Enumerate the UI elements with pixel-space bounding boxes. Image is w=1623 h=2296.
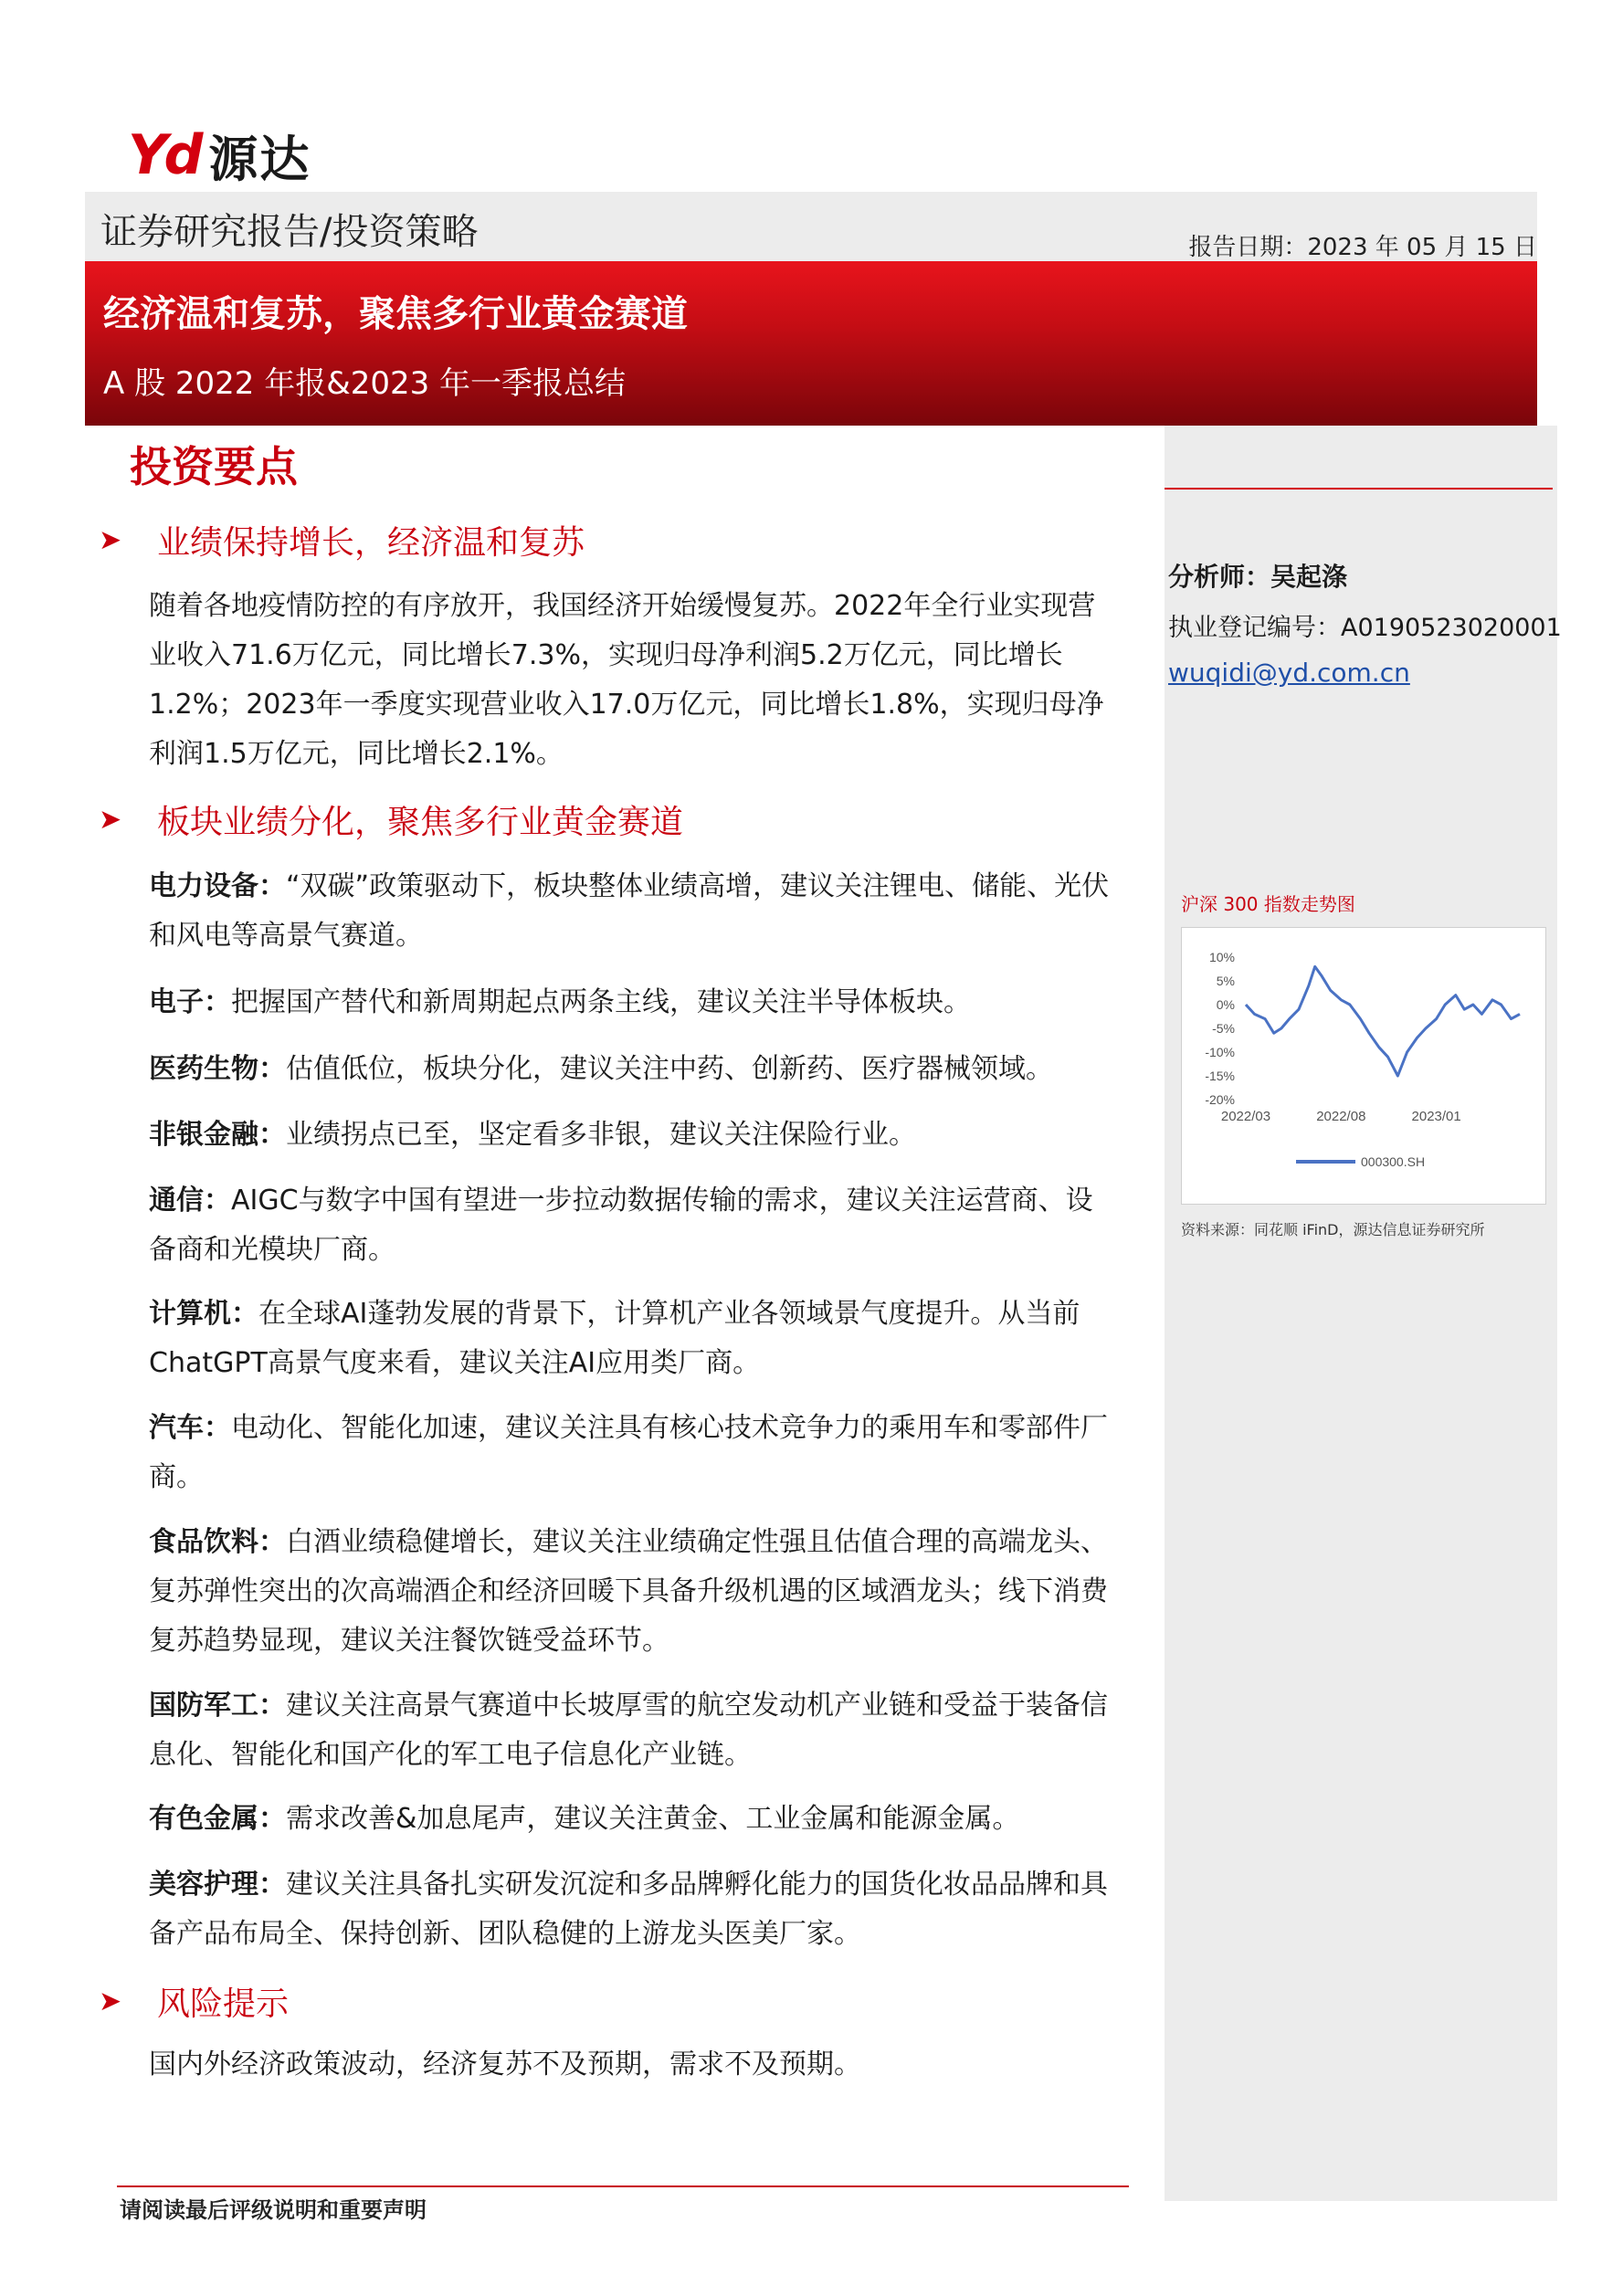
paragraph-label: 计算机： — [149, 1298, 258, 1330]
paragraph-label: 通信： — [149, 1185, 231, 1216]
paragraph — [149, 978, 1117, 1027]
paragraph-text: 把握国产替代和新周期起点两条主线，建议关注半导体板块。 — [231, 986, 971, 1018]
paragraph-text: 国内外经济政策波动，经济复苏不及预期，需求不及预期。 — [149, 2048, 861, 2080]
paragraph-text: 电动化、智能化加速，建议关注具有核心技术竞争力的乘用车和零部件厂商。 — [149, 1412, 1108, 1493]
logo-mark: Yd — [128, 123, 200, 187]
analyst-name: 分析师：吴起涤 — [1168, 562, 1348, 592]
company-logo — [128, 123, 311, 188]
index-trend-chart — [1181, 927, 1546, 1205]
report-date: 报告日期：2023 年 05 月 15 日 — [1188, 234, 1537, 261]
paragraph-label: 美容护理： — [149, 1869, 286, 1901]
paragraph-text: 白酒业绩稳健增长，建议关注业绩确定性强且估值合理的高端龙头、复苏弹性突出的次高端酒企和经济回暖下具备升级机遇的区域酒龙头；线下消费复苏趋势显现，建议关注餐饮链受益环节。 — [149, 1526, 1108, 1657]
footer-divider — [117, 2185, 1129, 2187]
report-subtitle: A 股 2022 年报&2023 年一季报总结 — [103, 365, 627, 402]
paragraph — [149, 1681, 1117, 1780]
paragraph — [149, 582, 1117, 779]
paragraph-text: 随着各地疫情防控的有序放开，我国经济开始缓慢复苏。2022年全行业实现营业收入71.6万亿元，同比增长7.3%，实现归母净利润5.2万亿元，同比增长1.2%；2023年一季度实现营业收入17.0万亿元，同比增长1.8%，实现归母净利润1.5万亿元，同比增长2.1%。 — [149, 590, 1104, 770]
paragraph — [149, 1404, 1117, 1502]
paragraph-label: 电力设备： — [149, 870, 286, 902]
y-tick-label: 0% — [1216, 997, 1235, 1012]
paragraph-text: “双碳”政策驱动下，板块整体业绩高增，建议关注锂电、储能、光伏和风电等高景气赛道。 — [149, 870, 1110, 952]
y-tick-label: 10% — [1208, 950, 1235, 964]
footer-disclaimer: 请阅读最后评级说明和重要声明 — [120, 2197, 427, 2223]
sidebar — [1165, 426, 1557, 2201]
paragraph-label: 医药生物： — [149, 1053, 286, 1085]
paragraph-text: 需求改善&加息尾声，建议关注黄金、工业金属和能源金属。 — [286, 1803, 1020, 1835]
paragraph-label: 汽车： — [149, 1412, 231, 1444]
x-tick-label: 2023/01 — [1411, 1109, 1461, 1124]
series-line — [1246, 966, 1520, 1076]
paragraph-label: 有色金属： — [149, 1803, 286, 1835]
chart-svg — [1182, 928, 1545, 1204]
analyst-email-link[interactable]: wuqidi@yd.com.cn — [1168, 658, 1410, 688]
paragraph — [149, 1111, 1117, 1160]
logo-name: 源达 — [208, 130, 311, 188]
y-tick-label: -20% — [1205, 1092, 1235, 1107]
section-title: 投资要点 — [130, 442, 298, 491]
point-heading: 业绩保持增长，经济温和复苏 — [157, 524, 585, 562]
report-title: 经济温和复苏，聚焦多行业黄金赛道 — [103, 293, 688, 335]
legend-label: 000300.SH — [1361, 1154, 1426, 1169]
paragraph-text: 建议关注具备扎实研发沉淀和多品牌孵化能力的国货化妆品品牌和具备产品布局全、保持创新、团队稳健的上游龙头医美厂家。 — [149, 1869, 1108, 1950]
x-tick-label: 2022/08 — [1316, 1109, 1366, 1124]
report-category: 证券研究报告/投资策略 — [100, 211, 479, 253]
paragraph-text: 建议关注高景气赛道中长坡厚雪的航空发动机产业链和受益于装备信息化、智能化和国产化的军工电子信息化产业链。 — [149, 1690, 1108, 1771]
paragraph-label: 国防军工： — [149, 1690, 286, 1722]
y-tick-label: -10% — [1205, 1045, 1235, 1059]
paragraph — [149, 1795, 1117, 1844]
paragraph-text: 业绩拐点已至，坚定看多非银，建议关注保险行业。 — [286, 1119, 916, 1151]
paragraph — [149, 1860, 1117, 1959]
paragraph — [149, 2040, 1117, 2090]
paragraph — [149, 1045, 1117, 1094]
paragraph — [149, 1290, 1117, 1388]
paragraph — [149, 862, 1117, 961]
point-heading: 板块业绩分化，聚焦多行业黄金赛道 — [157, 804, 684, 841]
paragraph-text: 在全球AI蓬勃发展的背景下，计算机产业各领域景气度提升。从当前ChatGPT高景气度来看，建议关注AI应用类厂商。 — [149, 1298, 1080, 1379]
x-tick-label: 2022/03 — [1220, 1109, 1271, 1124]
analyst-registration: 执业登记编号：A0190523020001 — [1168, 614, 1562, 642]
chart-source: 资料来源：同花顺 iFinD，源达信息证券研究所 — [1181, 1221, 1485, 1238]
paragraph-label: 食品饮料： — [149, 1526, 286, 1558]
paragraph — [149, 1518, 1117, 1666]
paragraph-text: 估值低位，板块分化，建议关注中药、创新药、医疗器械领域。 — [286, 1053, 1053, 1085]
paragraph-text: AIGC与数字中国有望进一步拉动数据传输的需求，建议关注运营商、设备商和光模块厂商。 — [149, 1185, 1093, 1266]
paragraph-label: 电子： — [149, 986, 231, 1018]
y-tick-label: -5% — [1212, 1021, 1235, 1036]
sidebar-divider — [1165, 488, 1553, 490]
arrow-bullet-icon: ➤ — [99, 804, 122, 836]
paragraph-label: 非银金融： — [149, 1119, 286, 1151]
y-tick-label: -15% — [1205, 1069, 1235, 1083]
chart-title: 沪深 300 指数走势图 — [1181, 893, 1355, 915]
y-tick-label: 5% — [1216, 974, 1235, 988]
arrow-bullet-icon: ➤ — [99, 524, 122, 556]
point-heading: 风险提示 — [157, 1985, 290, 2023]
arrow-bullet-icon: ➤ — [99, 1985, 122, 2017]
paragraph — [149, 1176, 1117, 1275]
